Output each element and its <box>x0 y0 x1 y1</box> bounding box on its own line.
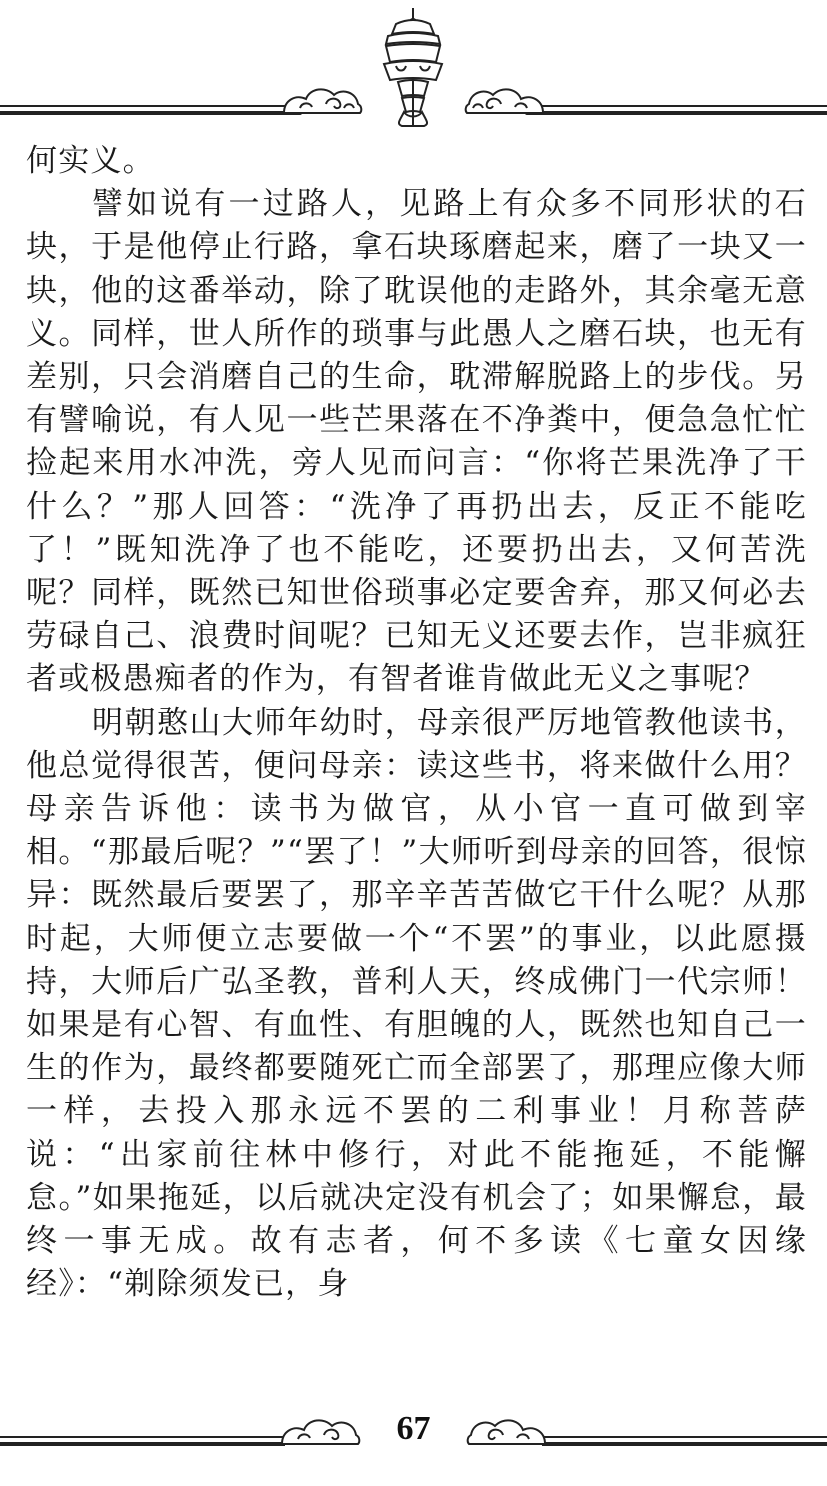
cloud-left-icon <box>284 89 361 113</box>
header-ornament <box>0 0 827 140</box>
victory-banner-emblem-icon <box>384 8 442 126</box>
paragraph: 譬如说有一过路人，见路上有众多不同形状的石块，于是他停止行路，拿石块琢磨起来，磨了一块又一块，他的这番举动，除了耽误他的走路外，其余毫无意义。同样，世人所作的琐事与此愚人之磨石块，也无有差别，只会消磨自己的生命，耽滞解脱路上的步伐。另有譬喻说，有人见一些芒果落在不净粪中，便急急忙忙捡起来用水冲洗，旁人见而问言：“你将芒果洗净了干什么？”那人回答：“洗净了再扔出去，反正不能吃了！”既知洗净了也不能吃，还要扔出去，又何苦洗呢？同样，既然已知世俗琐事必定要舍弃，那又何必去劳碌自己、浪费时间呢？已知无义还要去作，岂非疯狂者或极愚痴者的作为，有智者谁肯做此无义之事呢？ <box>26 186 807 698</box>
cloud-right-icon <box>466 89 543 113</box>
body-text <box>26 140 807 1306</box>
page-number: 67 <box>396 1410 431 1447</box>
paragraph: 何实义。 <box>26 143 155 179</box>
paragraph: 明朝憨山大师年幼时，母亲很严厉地管教他读书，他总觉得很苦，便问母亲：读这些书，将来做什么用？母亲告诉他：读书为做官，从小官一直可做到宰相。“那最后呢？”“罢了！”大师听到母亲的回答，很惊异：既然最后要罢了，那辛辛苦苦做它干什么呢？从那时起，大师便立志要做一个“不罢”的事业，以此愿摄持，大师后广弘圣教，普利人天，终成佛门一代宗师！如果是有心智、有血性、有胆魄的人，既然也知自己一生的作为，最终都要随死亡而全部罢了，那理应像大师一样，去投入那永远不罢的二利事业！月称菩萨说：“出家前往林中修行，对此不能拖延，不能懈怠。”如果拖延，以后就决定没有机会了；如果懈怠，最终一事无成。故有志者，何不多读《七童女因缘经》：“剃除须发已，身 <box>26 704 807 1303</box>
